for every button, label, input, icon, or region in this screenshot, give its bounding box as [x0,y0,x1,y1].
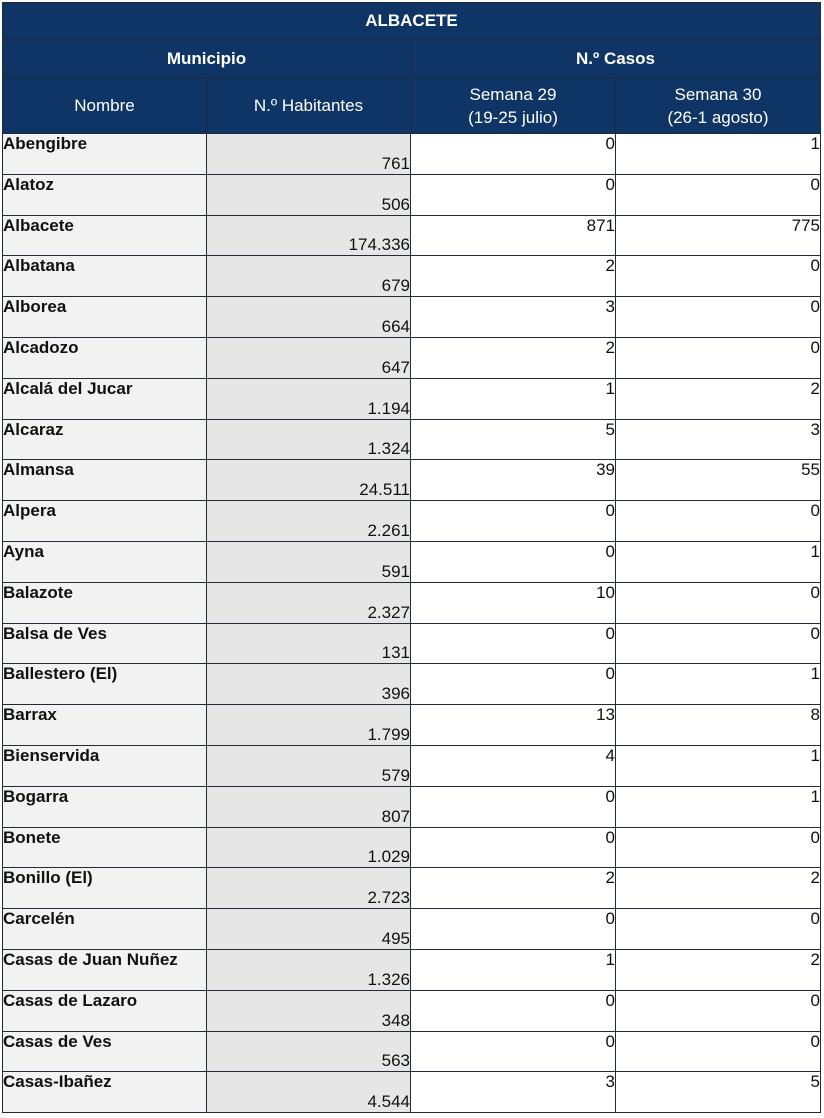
table-row [3,174,821,215]
semana29-cases-cell: 0 [411,541,616,582]
table-row [3,664,821,705]
table-row [3,705,821,746]
table-row [3,827,821,868]
table-row [3,337,821,378]
semana29-cases-cell: 2 [411,868,616,909]
semana30-cases-cell: 0 [616,990,821,1031]
municipio-name-cell: Balazote [3,582,207,623]
municipio-name-cell: Ballestero (El) [3,664,207,705]
semana29-cases-cell: 871 [411,215,616,256]
semana30-cases-cell: 775 [616,215,821,256]
semana29-cases-cell: 0 [411,827,616,868]
municipio-name-cell: Alatoz [3,174,207,215]
semana29-cases-cell: 1 [411,949,616,990]
table-row [3,990,821,1031]
table-row [3,460,821,501]
semana29-cases-cell: 0 [411,664,616,705]
municipio-name-cell: Bonete [3,827,207,868]
semana29-dates: (19-25 julio) [468,107,558,127]
municipio-name-cell: Casas de Ves [3,1031,207,1072]
semana29-cases-cell: 3 [411,1072,616,1113]
semana30-cases-cell: 2 [616,949,821,990]
habitantes-cell: 495 [207,909,411,950]
habitantes-cell: 174.336 [207,215,411,256]
municipio-name-cell: Abengibre [3,134,207,175]
habitantes-cell: 2.327 [207,582,411,623]
table-row [3,909,821,950]
group-header-municipio: Municipio [3,40,411,78]
semana30-cases-cell: 0 [616,623,821,664]
municipio-name-cell: Casas de Lazaro [3,990,207,1031]
habitantes-cell: 679 [207,256,411,297]
cases-table [2,2,821,1113]
semana29-cases-cell: 2 [411,337,616,378]
semana29-cases-cell: 0 [411,786,616,827]
semana30-cases-cell: 0 [616,501,821,542]
municipio-name-cell: Alcalá del Jucar [3,378,207,419]
habitantes-cell: 4.544 [207,1072,411,1113]
table-row [3,582,821,623]
semana30-cases-cell: 55 [616,460,821,501]
semana30-cases-cell: 1 [616,786,821,827]
municipio-name-cell: Balsa de Ves [3,623,207,664]
municipio-name-cell: Alpera [3,501,207,542]
semana30-cases-cell: 0 [616,174,821,215]
habitantes-cell: 664 [207,297,411,338]
table-row [3,623,821,664]
semana30-cases-cell: 8 [616,705,821,746]
table-row [3,378,821,419]
habitantes-cell: 1.326 [207,949,411,990]
habitantes-cell: 1.799 [207,705,411,746]
municipio-name-cell: Bonillo (El) [3,868,207,909]
habitantes-cell: 579 [207,745,411,786]
municipio-name-cell: Casas-Ibañez [3,1072,207,1113]
habitantes-cell: 348 [207,990,411,1031]
semana29-cases-cell: 1 [411,378,616,419]
semana29-label: Semana 29 [469,84,557,104]
table-row [3,868,821,909]
table-row [3,134,821,175]
habitantes-cell: 24.511 [207,460,411,501]
municipio-name-cell: Bogarra [3,786,207,827]
habitantes-cell: 396 [207,664,411,705]
table-row [3,1072,821,1113]
semana29-cases-cell: 0 [411,501,616,542]
semana29-cases-cell: 0 [411,909,616,950]
habitantes-cell: 647 [207,337,411,378]
habitantes-cell: 807 [207,786,411,827]
municipio-name-cell: Casas de Juan Nuñez [3,949,207,990]
semana29-cases-cell: 3 [411,297,616,338]
column-header-nombre: Nombre [3,78,207,134]
semana29-cases-cell: 39 [411,460,616,501]
municipio-name-cell: Alcaraz [3,419,207,460]
semana29-cases-cell: 5 [411,419,616,460]
semana30-cases-cell: 5 [616,1072,821,1113]
semana29-cases-cell: 0 [411,990,616,1031]
semana30-cases-cell: 0 [616,582,821,623]
semana30-cases-cell: 3 [616,419,821,460]
semana30-cases-cell: 1 [616,541,821,582]
semana30-label: Semana 30 [674,84,762,104]
habitantes-cell: 761 [207,134,411,175]
semana29-cases-cell: 0 [411,134,616,175]
table-title: ALBACETE [3,3,821,40]
table-row [3,215,821,256]
table-row [3,501,821,542]
semana29-cases-cell: 4 [411,745,616,786]
habitantes-cell: 2.723 [207,868,411,909]
municipio-name-cell: Almansa [3,460,207,501]
group-header-casos: N.º Casos [411,40,821,78]
municipio-name-cell: Alcadozo [3,337,207,378]
semana29-cases-cell: 0 [411,1031,616,1072]
municipio-name-cell: Alborea [3,297,207,338]
municipio-name-cell: Barrax [3,705,207,746]
municipio-name-cell: Albacete [3,215,207,256]
table-row [3,419,821,460]
table-row [3,541,821,582]
column-header-habitantes: N.º Habitantes [207,78,411,134]
habitantes-cell: 591 [207,541,411,582]
semana30-cases-cell: 2 [616,868,821,909]
semana30-cases-cell: 0 [616,827,821,868]
semana30-cases-cell: 2 [616,378,821,419]
municipio-name-cell: Bienservida [3,745,207,786]
table-row [3,949,821,990]
habitantes-cell: 1.324 [207,419,411,460]
semana30-cases-cell: 0 [616,1031,821,1072]
semana29-cases-cell: 0 [411,623,616,664]
municipio-name-cell: Carcelén [3,909,207,950]
semana30-cases-cell: 0 [616,909,821,950]
semana29-cases-cell: 0 [411,174,616,215]
municipio-name-cell: Albatana [3,256,207,297]
semana30-cases-cell: 1 [616,134,821,175]
column-header-semana29 [411,78,616,134]
table-row [3,256,821,297]
habitantes-cell: 2.261 [207,501,411,542]
habitantes-cell: 131 [207,623,411,664]
table-row [3,786,821,827]
table-body [3,134,821,1113]
habitantes-cell: 563 [207,1031,411,1072]
semana30-cases-cell: 0 [616,256,821,297]
column-header-semana30 [616,78,821,134]
semana29-cases-cell: 13 [411,705,616,746]
table-row [3,297,821,338]
semana30-cases-cell: 1 [616,745,821,786]
semana30-cases-cell: 1 [616,664,821,705]
semana30-cases-cell: 0 [616,297,821,338]
semana30-dates: (26-1 agosto) [667,107,769,127]
semana29-cases-cell: 10 [411,582,616,623]
habitantes-cell: 1.194 [207,378,411,419]
semana29-cases-cell: 2 [411,256,616,297]
semana30-cases-cell: 0 [616,337,821,378]
habitantes-cell: 1.029 [207,827,411,868]
habitantes-cell: 506 [207,174,411,215]
table-row [3,745,821,786]
table-row [3,1031,821,1072]
municipio-name-cell: Ayna [3,541,207,582]
